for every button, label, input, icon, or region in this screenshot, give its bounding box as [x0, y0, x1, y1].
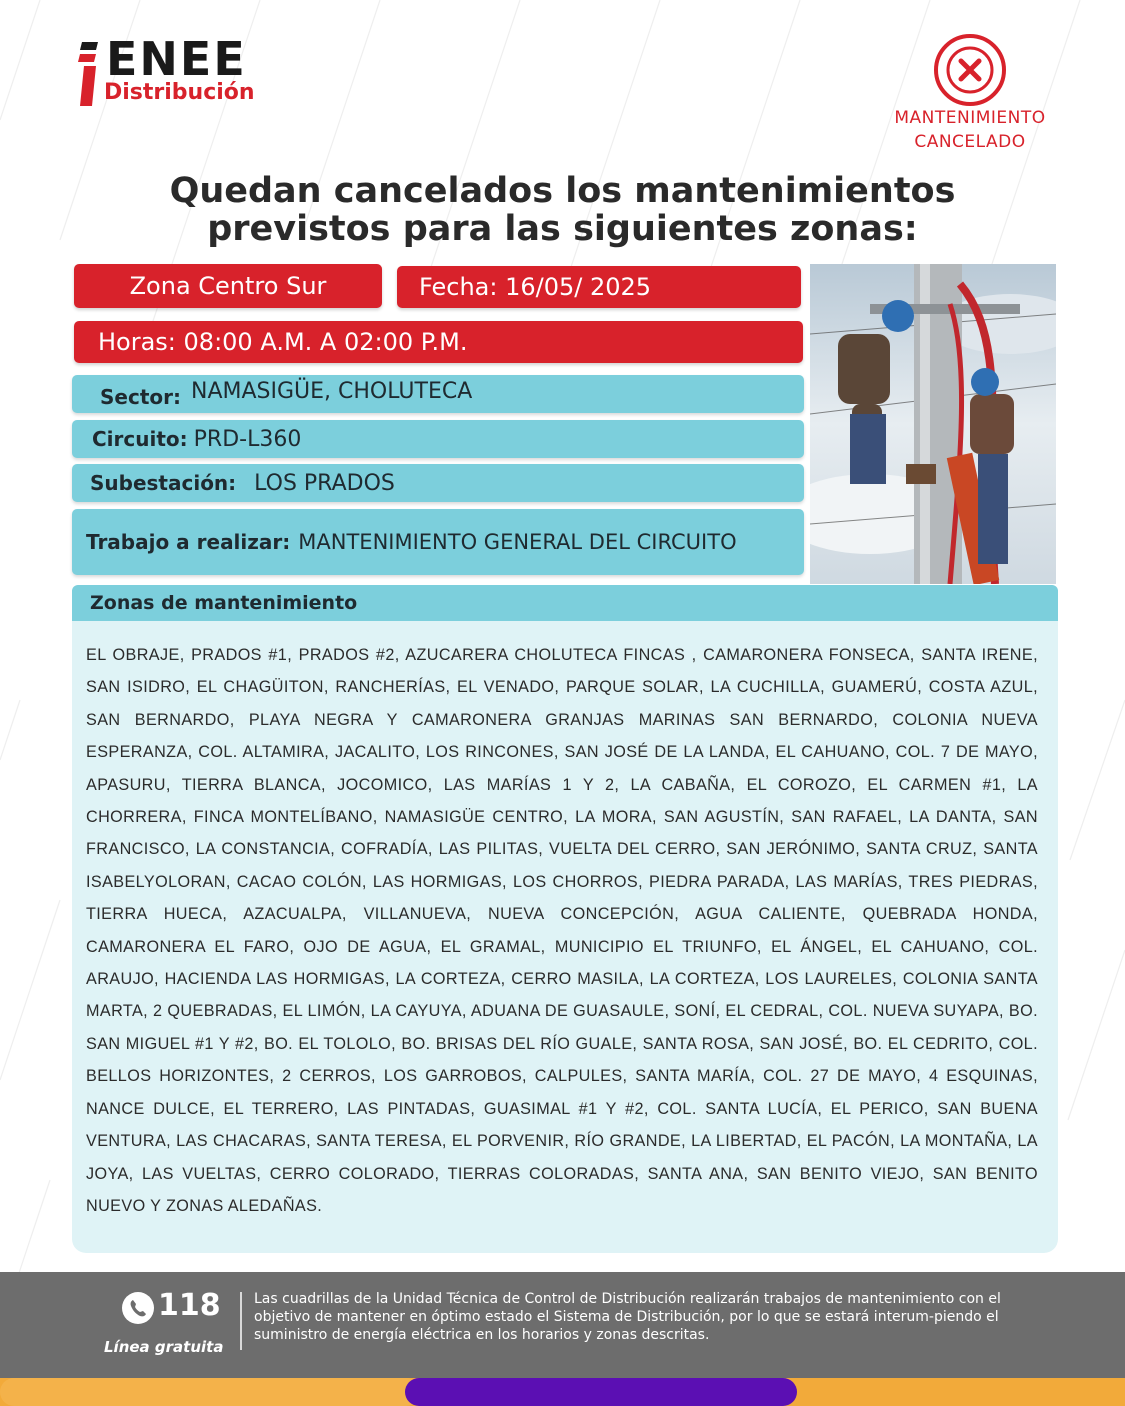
circuit-value: PRD-L360	[193, 426, 302, 452]
bottom-color-bar	[0, 1378, 1125, 1406]
sector-label: Sector:	[100, 385, 181, 409]
sector-value: NAMASIGÜE, CHOLUTECA	[191, 378, 473, 404]
work-value: MANTENIMIENTO GENERAL DEL CIRCUITO	[298, 530, 737, 554]
hours-value: Horas: 08:00 A.M. A 02:00 P.M.	[98, 328, 468, 356]
date-value: Fecha: 16/05/ 2025	[419, 273, 652, 301]
substation-box	[72, 464, 804, 502]
logo-word: ENEE	[106, 32, 247, 86]
work-box	[72, 509, 804, 575]
footer-text: Las cuadrillas de la Unidad Técnica de Control de Distribución realizarán trabajos de mantenimiento con el objetivo de mantener en óptimo estado el Sistema de Distribución, por lo que se estará interum-piendo el suministro de energía eléctrica en los horarios y zonas descritas.	[254, 1291, 1001, 1343]
cancelled-badge	[870, 30, 1070, 160]
logo-subtitle: Distribución	[104, 80, 255, 105]
enee-logo	[78, 32, 308, 112]
footer-divider	[240, 1292, 242, 1350]
hours-box	[74, 321, 803, 363]
phone-label: Línea gratuita	[104, 1338, 224, 1356]
zone-value: Zona Centro Sur	[129, 272, 327, 300]
linemen-photo	[810, 264, 1056, 584]
footer	[0, 1272, 1125, 1378]
date-box	[397, 266, 801, 308]
circuit-label: Circuito:	[92, 427, 188, 451]
circuit-box	[72, 420, 804, 458]
phone-number: 118	[158, 1288, 221, 1323]
zone-box	[74, 264, 382, 308]
zones-panel	[72, 621, 1058, 1253]
sector-box	[72, 375, 804, 413]
substation-label: Subestación:	[90, 471, 237, 495]
logo-mark-icon	[78, 42, 100, 106]
cancel-x-circle-icon	[932, 32, 1008, 108]
phone-icon	[122, 1292, 154, 1324]
hotline[interactable]	[100, 1288, 230, 1356]
zones-header: Zonas de mantenimiento	[72, 585, 1058, 621]
page-title: Quedan cancelados los mantenimientos previstos para las siguientes zonas:	[169, 171, 956, 249]
zones-list: EL OBRAJE, PRADOS #1, PRADOS #2, AZUCARERA CHOLUTECA FINCAS , CAMARONERA FONSECA, SANTA IRENE, SAN ISIDRO, EL CHAGÜITON, RANCHERÍAS, EL VENADO, PARQUE SOLAR, LA CUCHILLA, GUAMERÚ, COSTA AZUL, SAN BERNARDO, PLAYA NEGRA Y CAMARONERA GRANJAS MARINAS SAN BERNARDO, COLONIA NUEVA ESPERANZA, COL. ALTAMIRA, JACALITO, LOS RINCONES, SAN JOSÉ DE LA LANDA, EL CAHUANO, COL. 7 DE MAYO, APASURU, TIERRA BLANCA, JOCOMICO, LAS MARÍAS 1 Y 2, LA CABAÑA, EL COROZO, EL CARMEN #1, LA CHORRERA, FINCA MONTELÍBANO, NAMASIGÜE CENTRO, LA MORA, SAN AGUSTÍN, SAN RAFAEL, LA DANTA, SAN FRANCISCO, LA CONSTANCIA, COFRADÍA, LAS PILITAS, VUELTA DEL CERRO, SAN JERÓNIMO, SANTA CRUZ, SANTA ISABELYOLORAN, CACAO COLÓN, LAS HORMIGAS, LOS CHORROS, PIEDRA PARADA, LAS MARÍAS, TRES PIEDRAS, TIERRA HUECA, AZACUALPA, VILLANUEVA, NUEVA CONCEPCIÓN, AGUA CALIENTE, QUEBRADA HONDA, CAMARONERA EL FARO, OJO DE AGUA, EL GRAMAL, MUNICIPIO EL TRIUNFO, EL ÁNGEL, EL CAHUANO, COL. ARAUJO, HACIENDA LAS HORMIGAS, LA CORTEZA, CERRO MASILA, LA CORTEZA, LOS LAURELES, COLONIA SANTA MARTA, 2 QUEBRADAS, EL LIMÓN, LA CAYUYA, ADUANA DE GUASAULE, SONÍ, EL CEDRAL, COL. NUEVA SUYAPA, BO. SAN MIGUEL #1 Y #2, BO. EL TOLOLO, BO. BRISAS DEL RÍO GUALE, SANTA ROSA, SAN JOSÉ, BO. EL CEDRITO, COL. BELLOS HORIZONTES, 2 CERROS, LOS GARROBOS, CALPULES, SANTA MARÍA, COL. 27 DE MAYO, 4 ESQUINAS, NANCE DULCE, EL TERRERO, LAS PINTADAS, GUASIMAL #1 Y #2, COL. SANTA LUCÍA, EL PERICO, SAN BUENA VENTURA, LAS CHACARAS, SANTA TERESA, EL PORVENIR, RÍO GRANDE, LA LIBERTAD, EL PACÓN, LA MONTAÑA, LA JOYA, LAS VUELTAS, CERRO COLORADO, TIERRAS COLORADAS, SANTA ANA, SAN BENITO VIEJO, SAN BENITO NUEVO Y ZONAS ALEDAÑAS.	[86, 646, 1038, 1215]
work-label: Trabajo a realizar:	[86, 530, 291, 554]
substation-value: LOS PRADOS	[254, 470, 395, 496]
cancelled-label: MANTENIMIENTO CANCELADO	[894, 108, 1046, 152]
